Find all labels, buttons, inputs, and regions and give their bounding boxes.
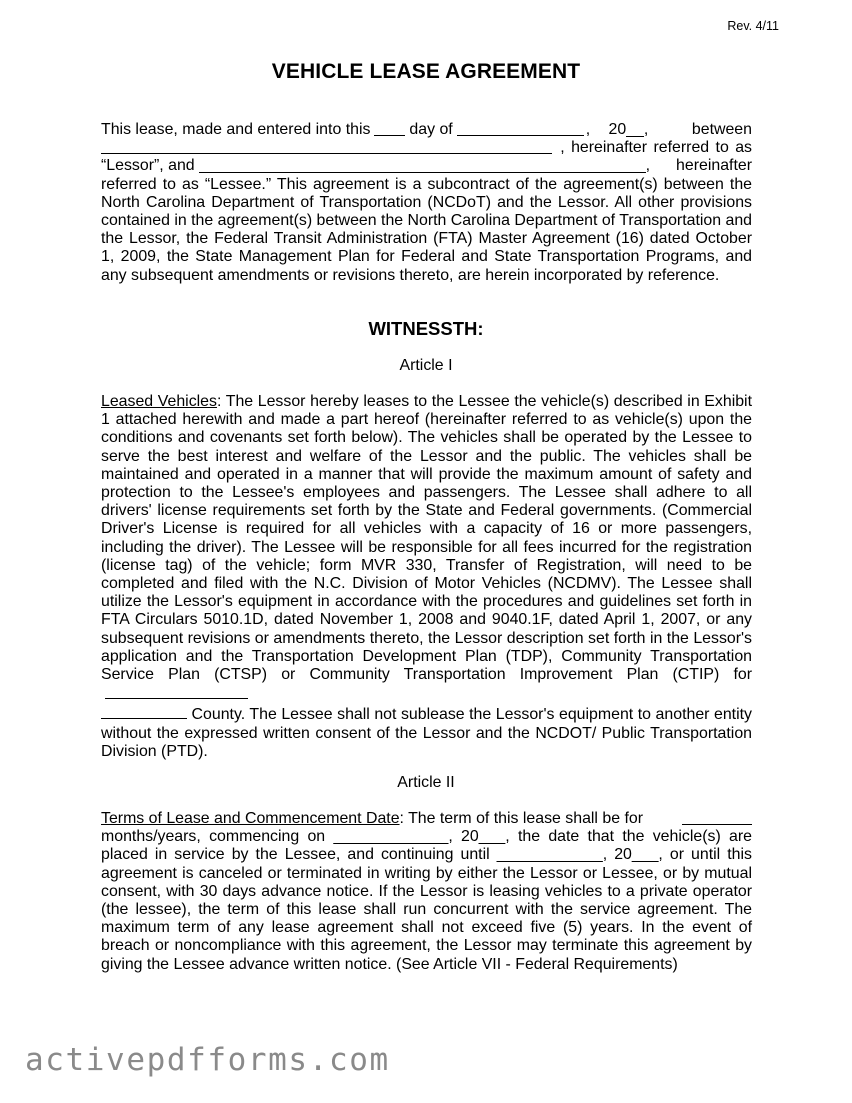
article-2-line-2: months/years, commencing on _____________, 20___, the date that the vehicle(s) are [101, 828, 752, 846]
leased-vehicles-label: Leased Vehicles [101, 393, 217, 410]
intro-line-3: “Lessor”, and , hereinafter [101, 157, 752, 175]
article-1-text: : The Lessor hereby leases to the Lessee the vehicle(s) described in Exhibit 1 attached herewith and made a part hereof (hereinafter referred to as vehicle(s) upon the conditions and covenants set forth below). The vehicles shall be operated by the Lessee to serve the best interest and welfare of the Lessor and the public. The vehicles shall be maintained and operated in a manner that will provide the maximum amount of safety and protection to the Lessee's employees and passengers. The Lessee shall adhere to all drivers' license requirements set forth by the State and Federal governments. (Commercial Driver's License is required for all vehicles with a capacity of 16 or more passengers, including the driver). The Lessee will be responsible for all fees incurred for the registration (license tag) of the vehicle; form MVR 330, Transfer of Registration, will need to be completed and filed with the N.C. Division of Motor Vehicles (NCDMV). The Lessee shall utilize the Lessor's equipment in accordance with the procedures and guidelines set forth in FTA Circulars 5010.1D, dated November 1, 2008 and 9040.1F, dated April 1, 2007, or any subsequent revisions or amendments thereto, the Lessor description set forth in the Lessor's application and the Transportation Development Plan (TDP), Community Transportation Service Plan (CTSP) or Community Transportation Improvement Plan (CTIP) for [101, 393, 753, 684]
watermark: activepdfforms.com [25, 1042, 390, 1078]
article-2-line-3: placed in service by the Lessee, and continuing until ____________, 20___, or until this [101, 846, 752, 864]
day-blank[interactable] [374, 121, 405, 136]
article-1-body: Leased Vehicles: The Lessor hereby leases to the Lessee the vehicle(s) described in Exhibit 1 attached herewith and made a part hereof (hereinafter referred to as vehicle(s) upon the conditions and covenants set forth below). The vehicles shall be operated by the Lessee to serve the best interest and welfare of the Lessor and the public. The vehicles shall be maintained and operated in a manner that will provide the maximum amount of safety and protection to the Lessee's employees and passengers. The Lessee shall adhere to all drivers' license requirements set forth by the State and Federal governments. (Commercial Driver's License is required for all vehicles with a capacity of 16 or more passengers, including the driver). The Lessee will be responsible for all fees incurred for the registration (license tag) of the vehicle; form MVR 330, Transfer of Registration, will need to be completed and filed with the N.C. Division of Motor Vehicles (NCDMV). The Lessee shall utilize the Lessor's equipment in accordance with the procedures and guidelines set forth in FTA Circulars 5010.1D, dated November 1, 2008 and 9040.1F, dated April 1, 2007, or any subsequent revisions or amendments thereto, the Lessor description set forth in the Lessor's application and the Transportation Development Plan (TDP), Community Transportation Service Plan (CTSP) or Community Transportation Improvement Plan (CTIP) for County. The Lessee shall not sublease the Lessor's equipment to another entity without the expressed written consent of the Lessor and the NCDOT/ Public Transportation Division (PTD). [101, 393, 753, 760]
lessee-name-blank[interactable] [199, 158, 646, 173]
intro-paragraph [101, 121, 752, 285]
article-2-body [101, 810, 752, 974]
article-2-line-1: Terms of Lease and Commencement Date : The term of this lease shall be for [101, 810, 752, 828]
document-title: VEHICLE LEASE AGREEMENT [271, 60, 581, 83]
intro-body: referred to as “Lessee.” This agreement is a subcontract of the agreement(s) between the North Carolina Department of Transportation (NCDoT) and the Lessor. All other provisions contained in the agreement(s) between the North Carolina Department of Transportation and the Lessor, the Federal Transit Administration (FTA) Master Agreement (16) dated October 1, 2009, the State Management Plan for Federal and State Transportation Programs, and any subsequent amendments or revisions thereto, are herein incorporated by reference. [101, 175, 753, 284]
terms-label: Terms of Lease and Commencement Date [101, 810, 400, 827]
intro-line-1: This lease, made and entered into this day of , 20__, between [101, 121, 752, 138]
month-blank[interactable] [457, 121, 584, 136]
intro-line-2: , hereinafter referred to as [101, 139, 752, 157]
witnessth-heading: WITNESSTH: [368, 318, 484, 339]
article-1-heading: Article I [399, 357, 453, 374]
county-plan-blank[interactable] [105, 684, 248, 699]
county-name-blank[interactable] [101, 704, 187, 719]
article-2-heading: Article II [397, 774, 455, 791]
article-2-text: agreement is canceled or terminated in writing by either the Lessor or Lessee, or by mutual consent, with 30 days advance notice. If the Lessor is leasing vehicles to a private operator (the lessee), the term of this lease shall run concurrent with the service agreement. The maximum term of any lease agreement shall not exceed five (5) years. In the event of breach or noncompliance with this agreement, the Lessor may terminate this agreement by giving the Lessee advance written notice. (See Article VII - Federal Requirements) [101, 864, 752, 973]
lessor-name-blank[interactable] [101, 139, 552, 154]
revision-label: Rev. 4/11 [727, 19, 779, 33]
term-length-blank[interactable] [682, 810, 752, 825]
